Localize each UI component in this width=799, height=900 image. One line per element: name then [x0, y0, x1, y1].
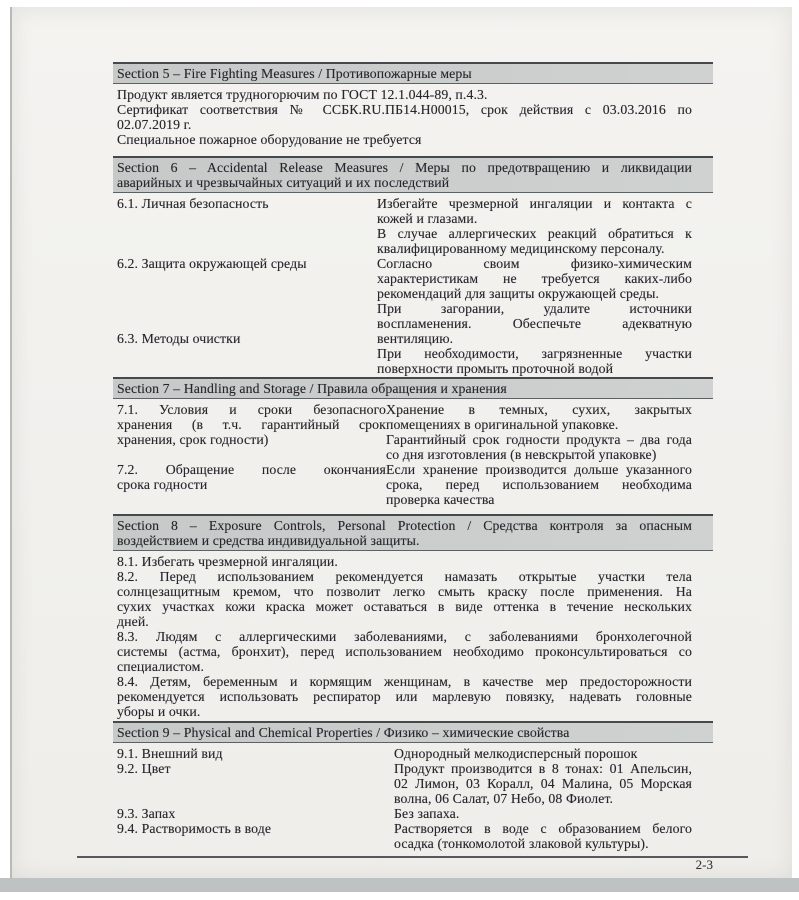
text-line: 9.2. Цвет — [117, 761, 171, 776]
scan-edge-band — [0, 878, 799, 892]
text-line: Специальное пожарное оборудование не требуется — [117, 132, 422, 147]
section-body — [113, 193, 713, 376]
text-line: вентиляцию. — [377, 331, 454, 346]
text-line: срока, перед использованием необходима — [386, 477, 692, 492]
text-line: рекомендуется использовать респиратор или марлевую повязку, надевать головные — [117, 689, 692, 704]
item-row — [117, 462, 692, 507]
row-label — [117, 256, 377, 271]
text-line: 8.3. Людям с аллергическими заболеваниями, с заболеваниями бронхолегочной — [117, 629, 692, 644]
text-line: Section 9 – Physical and Chemical Properties / Физико – химические свойства — [117, 725, 570, 740]
row-text — [377, 256, 692, 331]
text-line: кожей и глазами. — [377, 211, 478, 226]
table-bottom-rule — [77, 856, 748, 858]
text-line: волна, 06 Салат, 07 Небо, 08 Фиолет. — [394, 791, 614, 806]
text-line: 7.2. Обращение после окончания — [117, 462, 386, 477]
row-text — [394, 821, 692, 851]
item-row — [117, 256, 692, 331]
item-row — [117, 806, 692, 821]
section-body — [113, 399, 713, 507]
item-row — [117, 746, 692, 761]
row-text — [377, 196, 692, 256]
section-6-accidental-release-measures — [113, 156, 713, 376]
row-text — [394, 746, 692, 761]
text-line: воспламенения. Обеспечьте адекватную — [377, 316, 692, 331]
text-line: Section 6 – Accidental Release Measures / Меры по предотвращению и ликвидации — [117, 160, 692, 175]
row-text — [386, 462, 692, 507]
text-line: Гарантийный срок годности продукта – два года — [386, 432, 692, 447]
row-text — [394, 806, 692, 821]
text-line: уборы и очки. — [117, 704, 201, 719]
section-9-physical-chemical-properties — [113, 721, 713, 851]
text-line: 9.3. Запах — [117, 806, 176, 821]
text-line: 9.1. Внешний вид — [117, 746, 223, 761]
section-5-fire-fighting-measures — [113, 62, 713, 147]
text-line: Хранение в темных, сухих, закрытых — [386, 402, 692, 417]
row-text — [386, 402, 692, 462]
page-number: 2-3 — [695, 857, 713, 872]
item-row — [117, 761, 692, 806]
text-line: 6.2. Защита окружающей среды — [117, 256, 307, 271]
row-text — [377, 331, 692, 376]
row-label — [117, 806, 394, 821]
text-line: солнцезащитным кремом, что позволит легко смыть краску после применения. На — [117, 584, 692, 599]
section-header — [113, 156, 713, 193]
item-row — [117, 821, 692, 851]
section-header — [113, 62, 713, 84]
row-label — [117, 462, 386, 492]
text-line: При загорании, удалите источники — [377, 301, 692, 316]
text-line: 8.2. Перед использованием рекомендуется намазать открытые участки тела — [117, 569, 692, 584]
text-line: Однородный мелкодисперсный порошок — [394, 746, 638, 761]
text-line: Продукт является трудногорючим по ГОСТ 12.1.044-89, п.4.3. — [117, 87, 488, 102]
text-line: рекомендаций для защиты окружающей среды. — [377, 286, 660, 301]
section-body — [113, 743, 713, 851]
section-header — [113, 721, 713, 743]
text-line: воздействием и средства индивидуальной защиты. — [117, 533, 420, 548]
section-7-handling-and-storage — [113, 377, 713, 507]
text-line: 7.1. Условия и сроки безопасного — [117, 402, 386, 417]
text-line: характеристикам не требуется каких-либо — [377, 271, 692, 286]
text-line: квалифицированному медицинскому персоналу. — [377, 241, 665, 256]
text-line: системы (астма, бронхит), перед использованием необходимо проконсультироваться со — [117, 644, 692, 659]
text-line: При необходимости, загрязненные участки — [377, 346, 692, 361]
section-body — [113, 84, 713, 147]
text-line: 6.1. Личная безопасность — [117, 196, 269, 211]
text-line: проверка качества — [386, 492, 495, 507]
text-line: 6.3. Методы очистки — [117, 331, 241, 346]
text-line: со дня изготовления (в невскрытой упаковке) — [386, 447, 657, 462]
text-line: В случае аллергических реакций обратиться к — [377, 226, 692, 241]
row-text — [394, 761, 692, 806]
text-line: хранения (в т.ч. гарантийный срок — [117, 417, 386, 432]
text-line: дней. — [117, 614, 149, 629]
text-line: 8.4. Детям, беременным и кормящим женщинам, в качестве мер предосторожности — [117, 674, 692, 689]
row-label — [117, 402, 386, 447]
text-line: 8.1. Избегать чрезмерной ингаляции. — [117, 554, 338, 569]
text-line: Section 7 – Handling and Storage / Правила обращения и хранения — [117, 381, 507, 396]
section-8-exposure-controls — [113, 514, 713, 719]
text-line: срока годности — [117, 477, 208, 492]
row-label — [117, 331, 377, 346]
text-line: аварийных и чрезвычайных ситуаций и их последствий — [117, 175, 450, 190]
row-label — [117, 746, 394, 761]
section-header — [113, 514, 713, 551]
text-line: 02.07.2019 г. — [117, 117, 192, 132]
text-line: Если хранение производится дольше указанного — [386, 462, 692, 477]
text-line: 9.4. Растворимость в воде — [117, 821, 272, 836]
text-line: Продукт производится в 8 тонах: 01 Апельсин, — [394, 761, 692, 776]
section-header — [113, 377, 713, 399]
text-line: хранения, срок годности) — [117, 432, 269, 447]
section-body — [113, 551, 713, 719]
text-line: Согласно своим физико-химическим — [377, 256, 692, 271]
text-line: Section 8 – Exposure Controls, Personal Protection / Средства контроля за опасным — [117, 518, 692, 533]
text-line: специалистом. — [117, 659, 204, 674]
text-line: поверхности промыть проточной водой — [377, 361, 614, 376]
text-line: Сертификат соответствия № ССБК.RU.ПБ14.Н00015, срок действия с 03.03.2016 по — [117, 102, 692, 117]
text-line: Избегайте чрезмерной ингаляции и контакта с — [377, 196, 692, 211]
row-label — [117, 196, 377, 211]
row-label — [117, 761, 394, 776]
text-line: 02 Лимон, 03 Коралл, 04 Малина, 05 Морская — [394, 776, 692, 791]
item-row — [117, 331, 692, 376]
item-row — [117, 402, 692, 462]
text-line: Растворяется в воде с образованием белого — [394, 821, 692, 836]
row-label — [117, 821, 394, 836]
text-line: Section 5 – Fire Fighting Measures / Противопожарные меры — [117, 66, 472, 81]
text-line: осадка (тонкомолотой злаковой культуры). — [394, 836, 649, 851]
item-row — [117, 196, 692, 256]
text-line: сухих участках кожи краска может оставаться в виде оттенка в течение нескольких — [117, 599, 692, 614]
text-line: Без запаха. — [394, 806, 460, 821]
text-line: помещениях в оригинальной упаковке. — [386, 417, 619, 432]
